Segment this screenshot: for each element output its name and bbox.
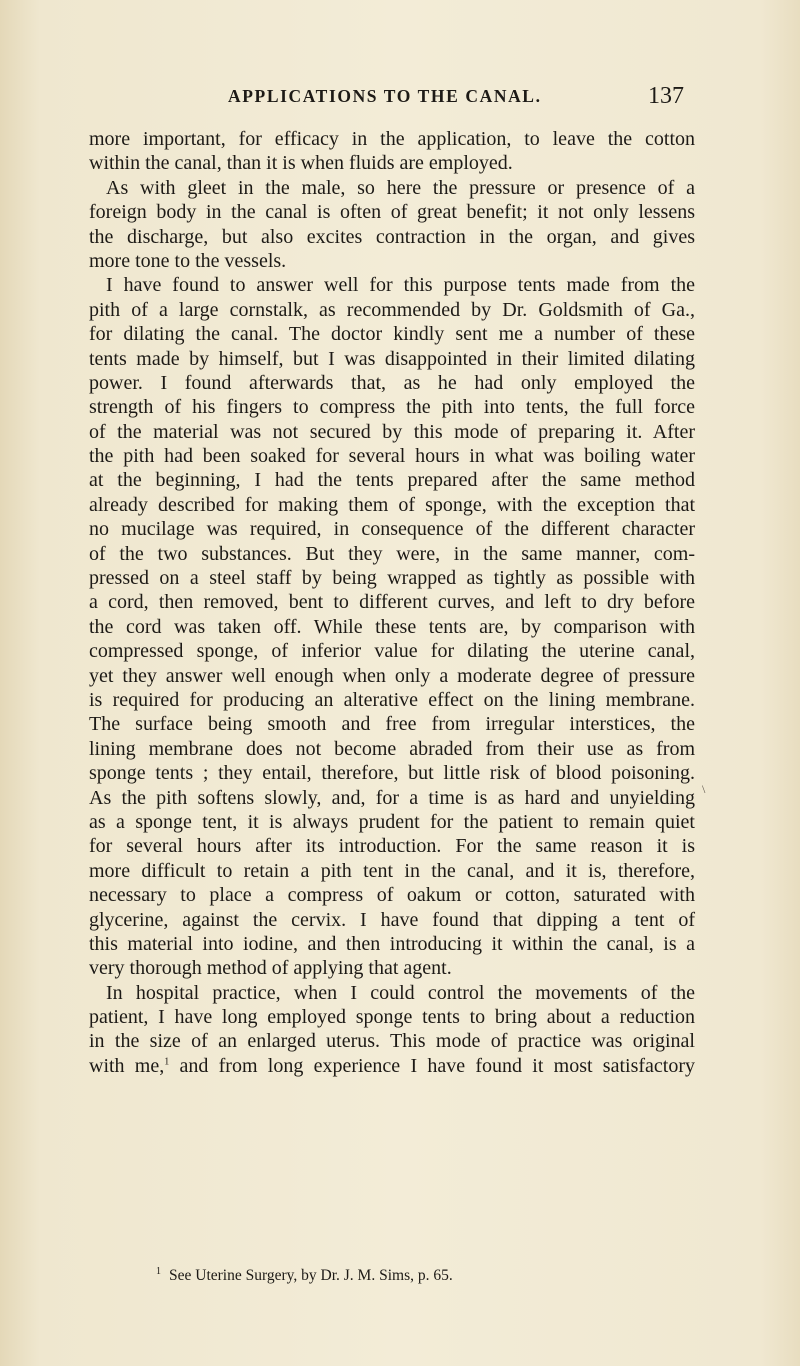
text-line: for several hours after its introduction. For the same reason it is [89, 835, 695, 858]
text-line: patient, I have long employed sponge tents to bring about a reduction [89, 1006, 695, 1029]
text-line: more important, for efficacy in the application, to leave the cotton [89, 128, 695, 150]
paragraph-start-line: I have found to answer well for this purpose tents made from the [106, 274, 695, 297]
text-segment: with me, [89, 1054, 165, 1077]
text-line: tents made by himself, but I was disappointed in their limited dilating [89, 347, 695, 370]
text-line: more tone to the vessels. [89, 249, 287, 272]
text-line: the cord was taken off. While these tents are, by comparison with [89, 615, 695, 638]
text-line: necessary to place a compress of oakum or cotton, saturated with [89, 884, 695, 907]
footnote-marker: 1 [156, 1266, 161, 1277]
text-line: for dilating the canal. The doctor kindly sent me a number of these [89, 323, 695, 346]
text-line: no mucilage was required, in consequence of the different character [89, 518, 695, 541]
text-line-with-footnote-ref [89, 1054, 695, 1078]
paragraph-start-line: In hospital practice, when I could control the movements of the [106, 981, 695, 1004]
text-line: is required for producing an alterative effect on the lining membrane. [89, 688, 695, 711]
footnote-reference: 1 [164, 1056, 170, 1068]
text-line: pressed on a steel staff by being wrapped as tightly as possible with [89, 567, 695, 590]
text-line: of the material was not secured by this mode of preparing it. After [89, 420, 695, 443]
text-line: this material into iodine, and then introducing it within the canal, is a [89, 932, 695, 955]
text-line: as a sponge tent, it is always prudent for the patient to remain quiet [89, 810, 695, 833]
text-line: of the two substances. But they were, in the same manner, com- [89, 542, 695, 565]
text-segment: and from long experience I have found it most satisfactory [169, 1054, 695, 1077]
text-line: in the size of an enlarged uterus. This mode of practice was original [89, 1030, 695, 1053]
paragraph-start-line: As with gleet in the male, so here the pressure or presence of a [106, 176, 695, 199]
footnote-text: See Uterine Surgery, by Dr. J. M. Sims, p. 65. [169, 1267, 453, 1285]
text-line: the pith had been soaked for several hours in what was boiling water [89, 445, 695, 468]
running-head: APPLICATIONS TO THE CANAL. [228, 86, 542, 106]
text-line: strength of his fingers to compress the pith into tents, the full force [89, 396, 695, 419]
margin-mark: \ [702, 782, 706, 796]
footnote [156, 1266, 453, 1285]
text-line: within the canal, than it is when fluids are employed. [89, 152, 513, 175]
text-line: already described for making them of sponge, with the exception that [89, 493, 695, 516]
text-line: The surface being smooth and free from irregular interstices, the [89, 713, 695, 736]
text-line: yet they answer well enough when only a moderate degree of pressure [89, 664, 695, 687]
text-line: lining membrane does not become abraded from their use as from [89, 737, 695, 760]
text-line: a cord, then removed, bent to different curves, and left to dry before [89, 591, 695, 614]
body-text [89, 127, 695, 1078]
text-line: at the beginning, I had the tents prepared after the same method [89, 469, 695, 492]
text-line: foreign body in the canal is often of great benefit; it not only lessens [89, 201, 695, 224]
text-line: As the pith softens slowly, and, for a time is as hard and unyielding [89, 786, 695, 809]
text-line: very thorough method of applying that agent. [89, 957, 452, 980]
text-line: power. I found afterwards that, as he had only employed the [89, 371, 695, 394]
text-line: glycerine, against the cervix. I have found that dipping a tent of [89, 908, 695, 931]
page-number: 137 [648, 83, 684, 109]
text-line: pith of a large cornstalk, as recommended by Dr. Goldsmith of Ga., [89, 298, 695, 321]
text-line: the discharge, but also excites contraction in the organ, and gives [89, 225, 695, 248]
text-line: more difficult to retain a pith tent in the canal, and it is, therefore, [89, 859, 695, 882]
text-line: compressed sponge, of inferior value for dilating the uterine canal, [89, 640, 695, 663]
page-header [228, 83, 684, 116]
text-line: sponge tents ; they entail, therefore, but little risk of blood poisoning. [89, 762, 695, 785]
